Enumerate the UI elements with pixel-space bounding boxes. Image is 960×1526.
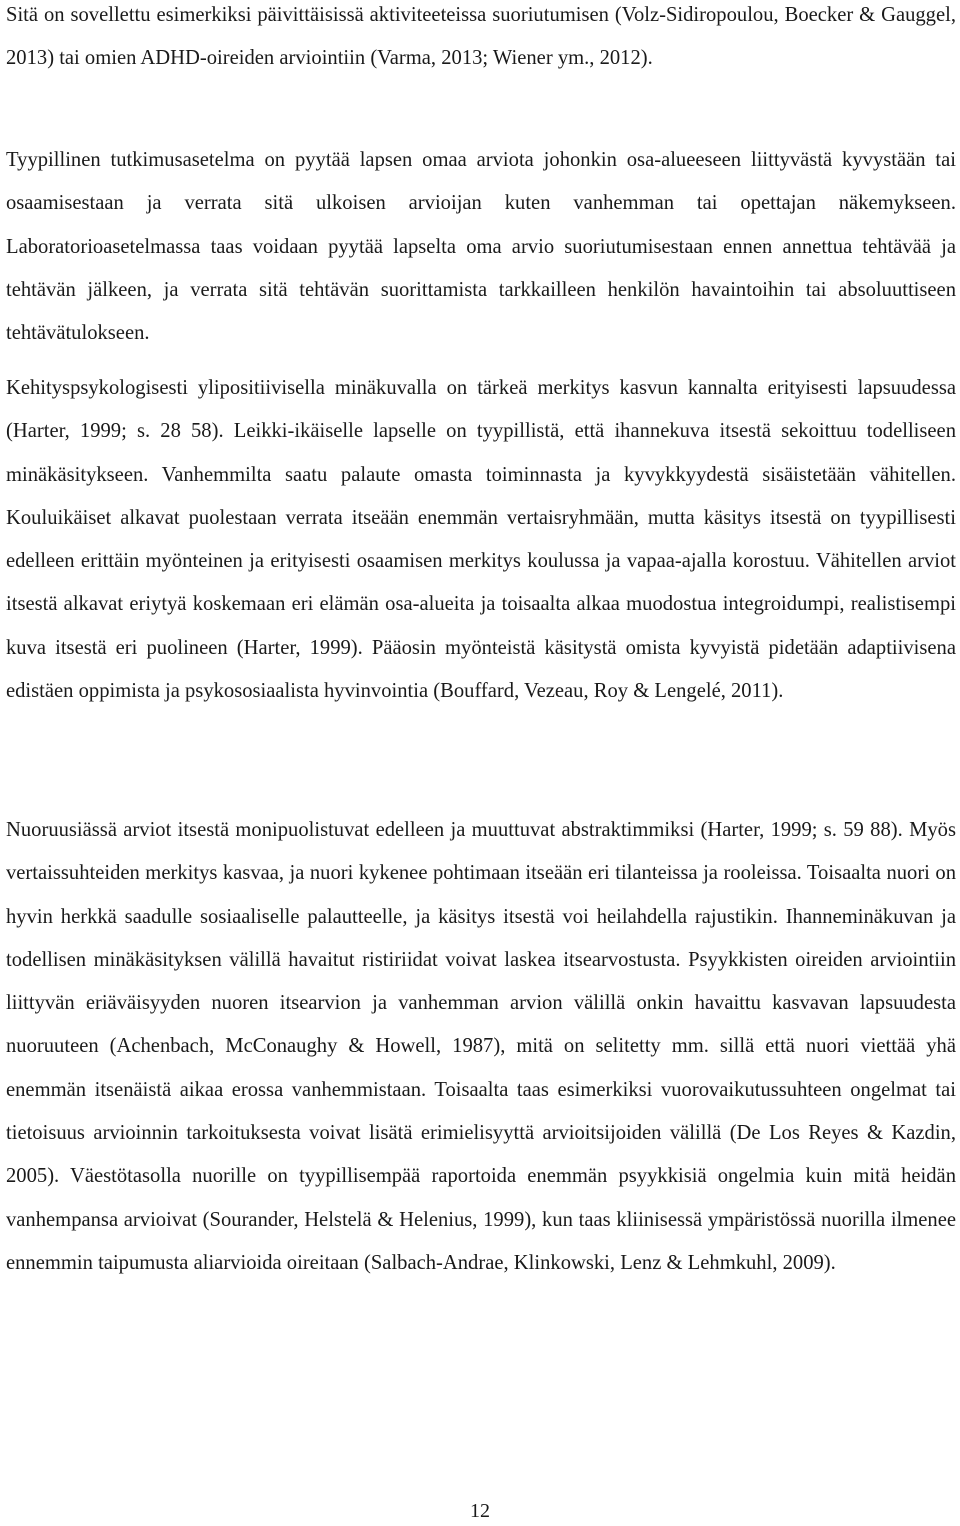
paragraph-3: Kehityspsykologisesti ylipositiivisella minäkuvalla on tärkeä merkitys kasvun kannalta erityisesti lapsuudessa (Harter, 1999; s. 28 58). Leikki-ikäiselle lapselle on tyypillistä, että ihannekuva itsestä sekoittuu todelliseen minäkäsitykseen. Vanhemmilta saatu palaute omasta toiminnasta ja kyvykkyydestä sisäistetään vähitellen. Kouluikäiset alkavat puolestaan verrata itseään enemmän vertaisryhmään, mutta käsitys itsestä on tyypillisesti edelleen erittäin myönteinen ja erityisesti osaamisen merkitys koulussa ja vapaa-ajalla korostuu. Vähitellen arviot itsestä alkavat eriytyä koskemaan eri elämän osa-alueita ja toisaalta alkaa muodostua integroidumpi, realistisempi kuva itsestä eri puolineen (Harter, 1999). Pääosin myönteistä käsitystä omista kyvyistä pidetään adaptiivisena edistäen oppimista ja psykososiaalista hyvinvointia (Bouffard, Vezeau, Roy & Lengelé, 2011). [6,377,956,703]
paragraph-1: Sitä on sovellettu esimerkiksi päivittäisissä aktiviteeteissa suoriutumisen (Volz-Sidiropoulou, Boecker & Gauggel, 2013) tai omien ADHD-oireiden arviointiin (Varma, 2013; Wiener ym., 2012). [6,4,956,70]
page-number: 12 [470,1500,490,1522]
paragraph-2: Tyypillinen tutkimusasetelma on pyytää lapsen omaa arviota johonkin osa-alueeseen liittyvästä kyvystään tai osaamisestaan ja verrata sitä ulkoisen arvioijan kuten vanhemman tai opettajan näkemykseen. Laboratorioasetelmassa taas voidaan pyytää lapselta oma arvio suoriutumisestaan ennen annettua tehtävää ja tehtävän jälkeen, ja verrata sitä tehtävän suorittamista tarkkailleen henkilön havaintoihin tai absoluuttiseen tehtävätulokseen. [6,149,956,345]
paragraph-4: Nuoruusiässä arviot itsestä monipuolistuvat edelleen ja muuttuvat abstraktimmiksi (Harter, 1999; s. 59 88). Myös vertaissuhteiden merkitys kasvaa, ja nuori kykenee pohtimaan itseään eri tilanteissa ja rooleissa. Toisaalta nuori on hyvin herkkä saadulle sosiaaliselle palautteelle, ja käsitys itsestä voi heilahdella rajustikin. Ihanneminäkuvan ja todellisen minäkäsityksen välillä havaitut ristiriidat voivat laskea itsearvostusta. Psyykkisten oireiden arviointiin liittyvän eriäväisyyden nuoren itsearvion ja vanhemman arvion välillä onkin havaittu kasvavan lapsuudesta nuoruuteen (Achenbach, McConaughy & Howell, 1987), mitä on selitetty mm. sillä että nuori viettää yhä enemmän itsenäistä aikaa erossa vanhemmistaan. Toisaalta taas esimerkiksi vuorovaikutussuhteen ongelmat tai tietoisuus arvioinnin tarkoituksesta voivat lisätä erimielisyyttä arvioitsijoiden välillä (De Los Reyes & Kazdin, 2005). Väestötasolla nuorille on tyypillisempää raportoida enemmän psyykkisiä ongelmia kuin mitä heidän vanhempansa arvioivat (Sourander, Helstelä & Helenius, 1999), kun taas kliinisessä ympäristössä nuorilla ilmenee ennemmin taipumusta aliarvioida oireitaan (Salbach-Andrae, Klinkowski, Lenz & Lehmkuhl, 2009). [6,819,956,1274]
